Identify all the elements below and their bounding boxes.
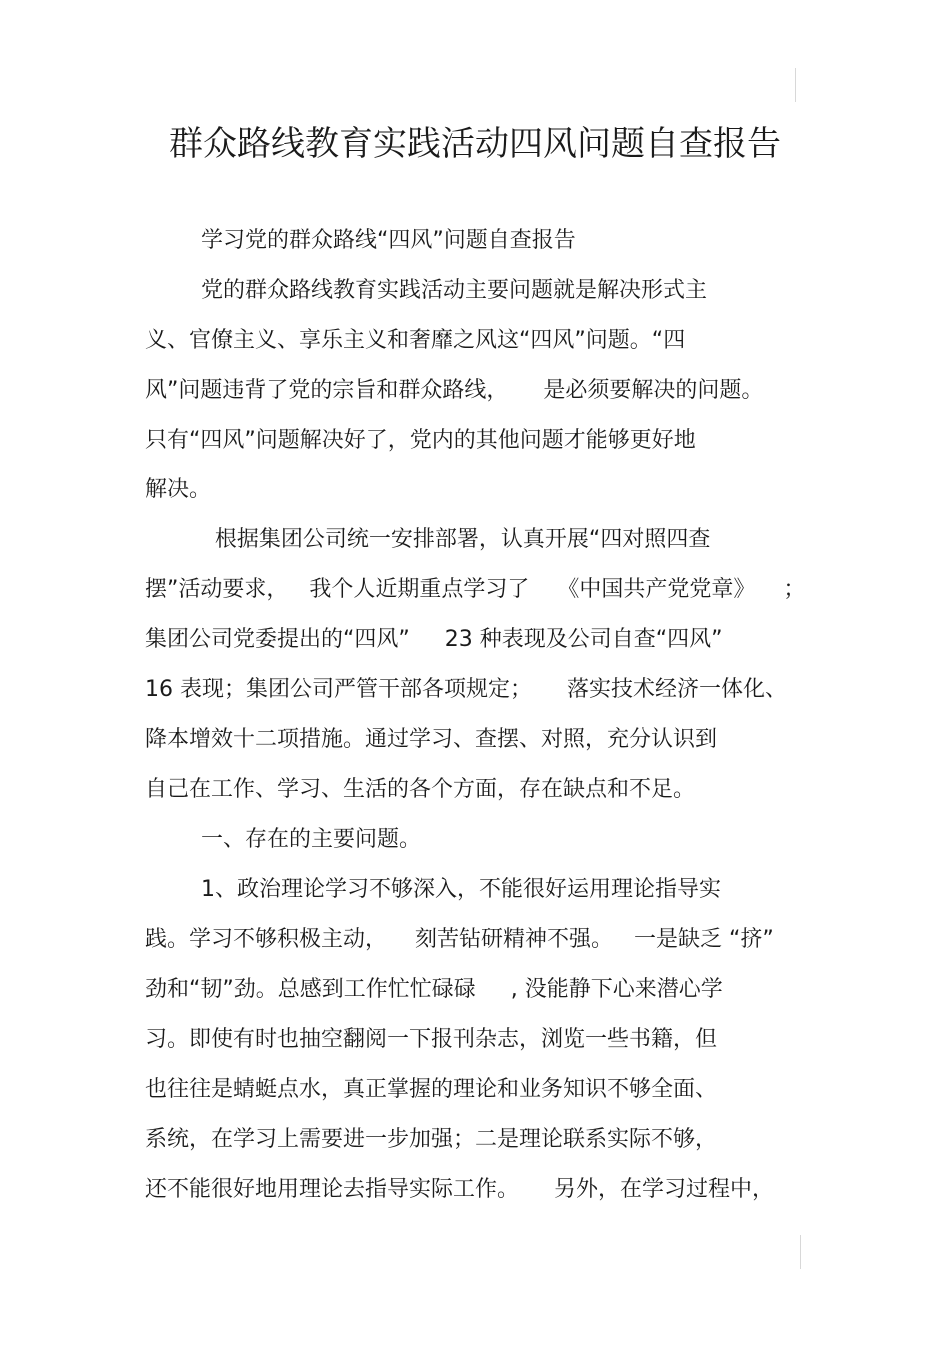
- text-line: 自己在工作、学习、生活的各个方面，存在缺点和不足。: [145, 777, 696, 802]
- text-line: 16 表现；集团公司严管干部各项规定； 落实技术经济一体化、: [145, 677, 787, 702]
- text-line: 集团公司党委提出的“四风” 23 种表现及公司自查“四风”: [145, 627, 723, 652]
- text-line: 根据集团公司统一安排部署，认真开展“四对照四查: [145, 527, 711, 552]
- text-line: 践。学习不够积极主动， 刻苦钻研精神不强。 一是缺乏 “挤”: [145, 927, 774, 952]
- document-title: 群众路线教育实践活动四风问题自查报告: [169, 124, 781, 164]
- text-line: 还不能很好地用理论去指导实际工作。 另外，在学习过程中，: [145, 1177, 774, 1202]
- text-line: 风”问题违背了党的宗旨和群众路线， 是必须要解决的问题。: [145, 378, 764, 403]
- text-line: 只有“四风”问题解决好了，党内的其他问题才能够更好地: [145, 428, 696, 453]
- text-line: 降本增效十二项措施。通过学习、查摆、对照，充分认识到: [145, 727, 718, 752]
- page-edge-mark-bottom: [800, 1235, 801, 1269]
- text-line: 习。即使有时也抽空翻阅一下报刊杂志，浏览一些书籍，但: [145, 1027, 718, 1052]
- text-line: 摆”活动要求， 我个人近期重点学习了 《中国共产党党章》 ；: [145, 577, 806, 602]
- text-line: 一、存在的主要问题。: [145, 827, 421, 852]
- text-line: 学习党的群众路线“四风”问题自查报告: [145, 228, 576, 253]
- text-line: 也往往是蜻蜓点水，真正掌握的理论和业务知识不够全面、: [145, 1077, 718, 1102]
- page-edge-mark-top: [795, 68, 796, 102]
- text-line: 党的群众路线教育实践活动主要问题就是解决形式主: [145, 278, 707, 303]
- text-line: 系统，在学习上需要进一步加强；二是理论联系实际不够，: [145, 1127, 718, 1152]
- text-line: 劲和“韧”劲。总感到工作忙忙碌碌 , 没能静下心来潜心学: [145, 977, 723, 1002]
- text-line: 义、官僚主义、享乐主义和奢靡之风这“四风”问题。“四: [145, 328, 686, 353]
- text-line: 1、政治理论学习不够深入，不能很好运用理论指导实: [145, 877, 721, 902]
- text-line: 解决。: [145, 477, 212, 502]
